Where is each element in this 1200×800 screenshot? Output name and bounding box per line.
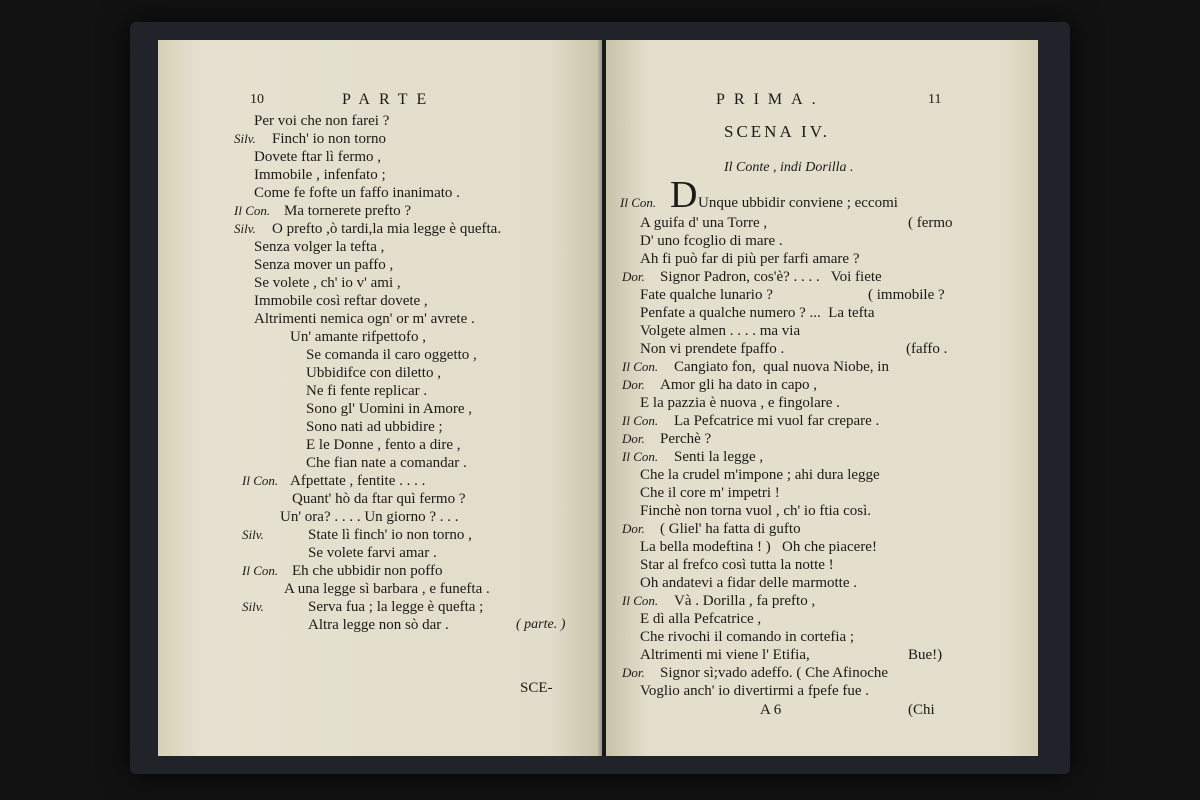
text-line: Penfate a qualche numero ? ... La tefta: [640, 305, 875, 321]
text-line: Serva fua ; la legge è quefta ;: [308, 599, 484, 615]
text-line: Altra legge non sò dar .: [308, 617, 449, 633]
text-line: Che fian nate a comandar .: [306, 455, 467, 471]
catchword: (Chi: [908, 702, 935, 718]
catchword: SCE-: [520, 680, 553, 696]
text-line: Voglio anch' io divertirmi a fpefe fue .: [640, 683, 870, 699]
text-line: Un' ora? . . . . Un giorno ? . . .: [280, 509, 459, 525]
text-line: A una legge sì barbara , e funefta .: [284, 581, 490, 597]
text-line: Sono nati ad ubbidire ;: [306, 419, 443, 435]
speaker-label: Il Con.: [242, 473, 279, 488]
text-line: Amor gli ha dato in capo ,: [660, 377, 818, 393]
running-head: PRIMA.: [716, 91, 825, 108]
speaker-label: Il Con.: [622, 413, 659, 428]
text-line: Fate qualche lunario ?: [640, 287, 773, 303]
text-line: Star al frefco così tutta la notte !: [640, 557, 834, 573]
text-line: Se volete , ch' io v' ami ,: [254, 275, 401, 291]
text-line: Altrimenti nemica ogn' or m' avrete .: [254, 311, 475, 327]
speaker-label: Il Con.: [622, 359, 659, 374]
text-line: La bella modeftina ! ) Oh che piacere!: [640, 539, 877, 555]
text-line: Altrimenti mi viene l' Etifia,: [640, 647, 810, 663]
speaker-label: Dor.: [622, 269, 645, 284]
signature-mark: A 6: [760, 702, 782, 718]
text-line: Dovete ftar lì fermo ,: [254, 149, 382, 165]
text-line: Sono gl' Uomini in Amore ,: [306, 401, 473, 417]
exit-direction: ( parte. ): [516, 617, 566, 632]
text-line: Signor Padron, cos'è? . . . . Voi fiete: [660, 269, 882, 285]
text-line: Finch' io non torno: [272, 131, 386, 147]
text-line: Afpettate , fentite . . . .: [290, 473, 426, 489]
speaker-label: Il Con.: [622, 593, 659, 608]
text-line: Immobile , infenfato ;: [254, 167, 386, 183]
text-line: Bue!): [908, 647, 943, 663]
text-line: Eh che ubbidir non poffo: [292, 563, 443, 579]
text-line: Signor sì;vado adeffo. ( Che Afinoche: [660, 665, 889, 681]
speaker-label: Il Con.: [622, 449, 659, 464]
text-line: E dì alla Pefcatrice ,: [640, 611, 762, 627]
page-number: 10: [250, 92, 264, 107]
text-line: Che la crudel m'impone ; ahi dura legge: [640, 467, 880, 483]
text-line: Ma tornerete prefto ?: [284, 203, 412, 219]
speaker-label: Dor.: [622, 431, 645, 446]
text-line: Se volete farvi amar .: [308, 545, 437, 561]
text-line: Non vi prendete fpaffo .: [640, 341, 785, 357]
drop-cap: D: [670, 174, 698, 216]
text-line: Ah fi può far di più per farfi amare ?: [640, 251, 860, 267]
text-line: Quant' hò da ftar quì fermo ?: [292, 491, 466, 507]
speaker-label: Dor.: [622, 521, 645, 536]
text-line: D' uno fcoglio di mare .: [640, 233, 783, 249]
page-number: 11: [928, 92, 942, 107]
text-line: Finchè non torna vuol , ch' io ftia così.: [640, 503, 871, 519]
text-line: Volgete almen . . . . ma via: [640, 323, 801, 339]
text-line: Che il core m' impetri !: [640, 485, 780, 501]
text-line: State lì finch' io non torno ,: [308, 527, 472, 543]
text-line: Se comanda il caro oggetto ,: [306, 347, 477, 363]
speaker-label: Dor.: [622, 665, 645, 680]
text-line: (faffo .: [906, 341, 948, 357]
text-line: Senza volger la tefta ,: [254, 239, 385, 255]
speaker-label: Il Con.: [620, 195, 657, 210]
text-line: Ne fi fente replicar .: [306, 383, 428, 399]
text-line: ( fermo: [908, 215, 953, 231]
text-line: ( immobile ?: [868, 287, 945, 303]
speaker-label: Silv.: [234, 221, 256, 236]
text-line: Ubbidifce con diletto ,: [306, 365, 441, 381]
text-line: Oh andatevi a fidar delle marmotte .: [640, 575, 857, 591]
text-line: E le Donne , fento a dire ,: [306, 437, 461, 453]
speaker-label: Dor.: [622, 377, 645, 392]
speaker-label: Silv.: [242, 527, 264, 542]
speaker-label: Silv.: [234, 131, 256, 146]
stage-direction: Il Conte , indi Dorilla .: [724, 160, 854, 175]
text-line: ( Gliel' ha fatta di gufto: [660, 521, 801, 537]
text-line: La Pefcatrice mi vuol far crepare .: [674, 413, 880, 429]
speaker-label: Silv.: [242, 599, 264, 614]
right-page: [606, 40, 1038, 756]
speaker-label: Il Con.: [242, 563, 279, 578]
text-line: Un' amante rifpettofo ,: [290, 329, 426, 345]
text-line: Unque ubbidir conviene ; eccomi: [698, 195, 898, 211]
text-line: Per voi che non farei ?: [254, 113, 390, 129]
text-line: A guifa d' una Torre ,: [640, 215, 768, 231]
left-page: [158, 40, 602, 756]
text-line: Perchè ?: [660, 431, 712, 447]
text-line: Immobile così reftar dovete ,: [254, 293, 428, 309]
text-line: E la pazzia è nuova , e fingolare .: [640, 395, 840, 411]
text-line: Come fe fofte un faffo inanimato .: [254, 185, 460, 201]
speaker-label: Il Con.: [234, 203, 271, 218]
scene-title: SCENA IV.: [724, 122, 831, 141]
running-head: PARTE: [342, 91, 436, 108]
text-line: Cangiato fon, qual nuova Niobe, in: [674, 359, 889, 375]
text-line: Và . Dorilla , fa prefto ,: [674, 593, 816, 609]
text-line: Senti la legge ,: [674, 449, 764, 465]
text-line: Che rivochi il comando in cortefia ;: [640, 629, 855, 645]
text-line: O prefto ,ò tardi,la mia legge è quefta.: [272, 221, 502, 237]
text-line: Senza mover un paffo ,: [254, 257, 394, 273]
